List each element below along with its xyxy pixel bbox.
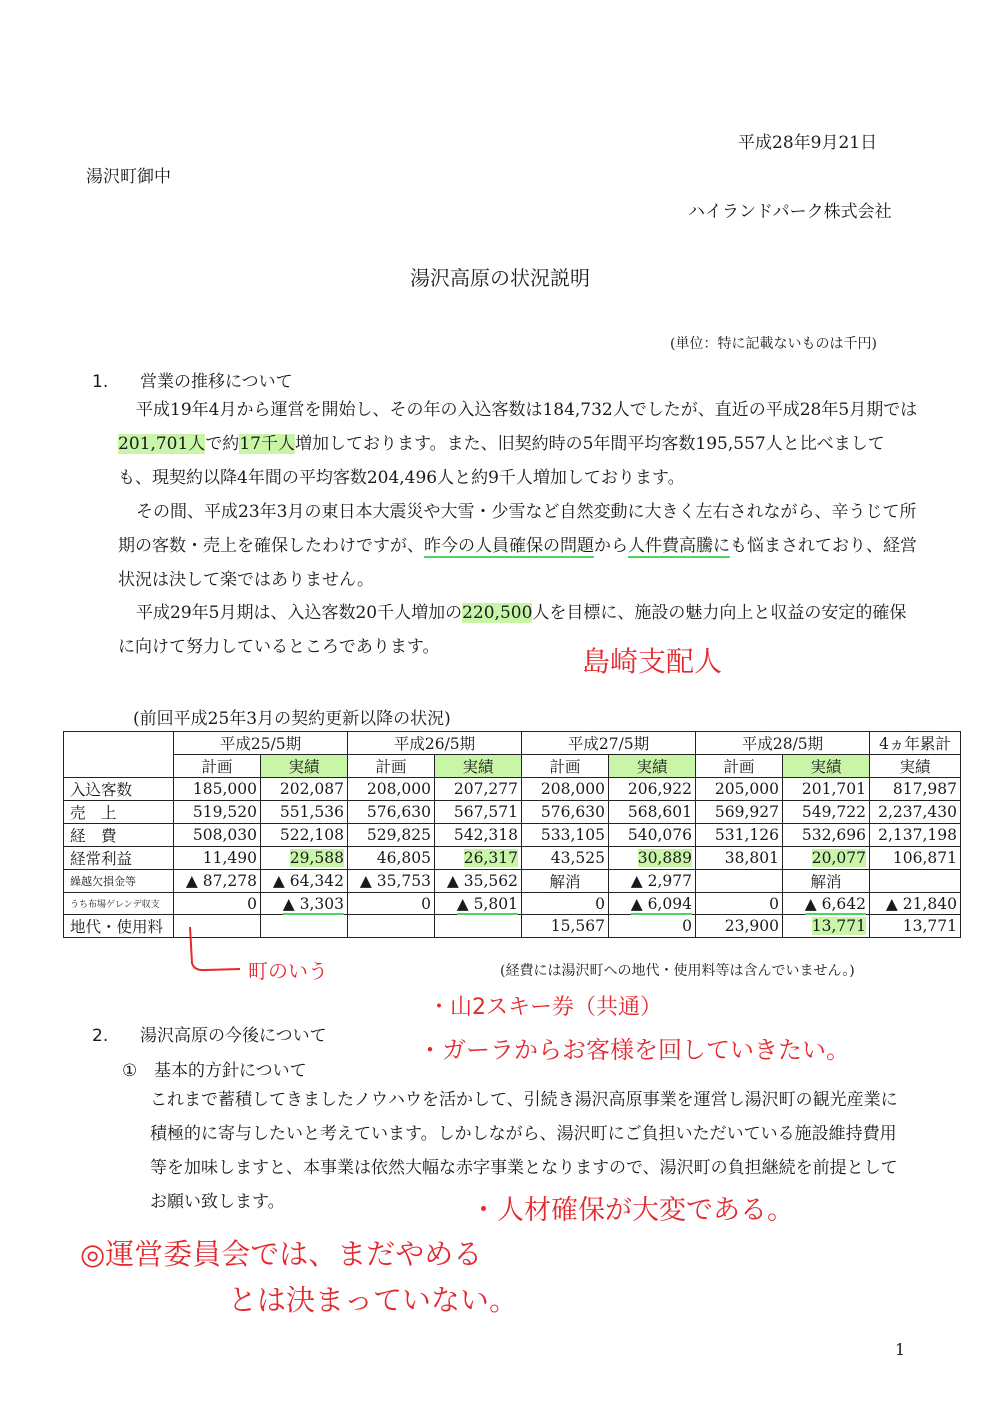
row-label: 地代・使用料 xyxy=(64,915,174,938)
table-cell: 2,137,198 xyxy=(870,824,961,847)
highlight: 220,500 xyxy=(462,603,533,623)
handwritten-note: ・ガーラからお客様を回していきたい。 xyxy=(418,1036,850,1064)
table-cell: 0 xyxy=(174,893,261,915)
table-cell: 29,588 xyxy=(261,847,348,870)
table-cell: 0 xyxy=(348,893,435,915)
table-cell: ▲ 6,642 xyxy=(783,893,870,915)
table-cell: ▲ 2,977 xyxy=(609,870,696,893)
table-cell: 576,630 xyxy=(348,801,435,824)
actual-header: 実績 xyxy=(435,755,522,778)
table-note: (経費には湯沢町への地代・使用料等は含んでいません。) xyxy=(500,963,855,979)
handwritten-note: ・人材確保が大変である。 xyxy=(470,1195,794,1226)
table-cell: 532,696 xyxy=(783,824,870,847)
table-cell: 529,825 xyxy=(348,824,435,847)
table-cell: 38,801 xyxy=(696,847,783,870)
period-header: 4ヵ年累計 xyxy=(870,732,961,755)
highlight: 17千人 xyxy=(239,434,295,454)
table-header-row xyxy=(64,732,961,755)
table-cell: 解消 xyxy=(783,870,870,893)
table-cell: 817,987 xyxy=(870,778,961,801)
period-header: 平成26/5期 xyxy=(348,732,522,755)
subsection-heading xyxy=(122,1056,307,1081)
actual-header: 実績 xyxy=(870,755,961,778)
table-cell: 540,076 xyxy=(609,824,696,847)
table-cell: 549,722 xyxy=(783,801,870,824)
table-cell: 206,922 xyxy=(609,778,696,801)
company-name: ハイランドパーク株式会社 xyxy=(688,202,892,222)
section-1-paragraph-1: 平成19年4月から運営を開始し、その年の入込客数は184,732人でしたが、直近の平成28年5月期では201,701人で約17千人増加しております。また、旧契約時の5年間平均客数195,557人と比べましても、現契約以降4年間の平均客数204,496人と約9千人増加しております。 xyxy=(118,400,918,488)
table-cell: 20,077 xyxy=(783,847,870,870)
table-cell: 551,536 xyxy=(261,801,348,824)
table-cell xyxy=(435,915,522,938)
plan-header: 計画 xyxy=(696,755,783,778)
table-cell: 0 xyxy=(696,893,783,915)
table-cell xyxy=(261,915,348,938)
table-cell: ▲ 6,094 xyxy=(609,893,696,915)
handwritten-note: とは決まっていない。 xyxy=(228,1283,519,1317)
table-cell: 解消 xyxy=(522,870,609,893)
table-cell: 46,805 xyxy=(348,847,435,870)
row-label: 経常利益 xyxy=(64,847,174,870)
table-row xyxy=(64,893,961,915)
plan-header: 計画 xyxy=(174,755,261,778)
table-cell: ▲ 21,840 xyxy=(870,893,961,915)
section-1-heading xyxy=(92,367,293,392)
table-corner xyxy=(64,732,174,778)
period-header: 平成28/5期 xyxy=(696,732,870,755)
table-cell: 568,601 xyxy=(609,801,696,824)
table-row xyxy=(64,847,961,870)
document-title: 湯沢高原の状況説明 xyxy=(410,266,590,290)
period-header: 平成25/5期 xyxy=(174,732,348,755)
plan-header: 計画 xyxy=(348,755,435,778)
table-cell: ▲ 5,801 xyxy=(435,893,522,915)
section-1-paragraph-3: 平成29年5月期は、入込客数20千人増加の220,500人を目標に、施設の魅力向上と収益の安定的確保に向けて努力しているところであります。 xyxy=(118,603,907,657)
row-label: 売 上 xyxy=(64,801,174,824)
table-cell: 43,525 xyxy=(522,847,609,870)
table-cell: ▲ 3,303 xyxy=(261,893,348,915)
handwritten-note: ◎運営委員会では、まだやめる xyxy=(80,1237,483,1271)
table-cell: 208,000 xyxy=(348,778,435,801)
section-1-paragraph-2: その間、平成23年3月の東日本大震災や大雪・少雪など自然変動に大きく左右されながら、辛うじて所期の客数・売上を確保したわけですが、昨今の人員確保の問題から人件費高騰にも悩まされており、経営状況は決して楽ではありません。 xyxy=(118,502,917,590)
table-cell: 522,108 xyxy=(261,824,348,847)
section-2-heading xyxy=(92,1021,327,1046)
table-cell: ▲ 64,342 xyxy=(261,870,348,893)
table-row xyxy=(64,778,961,801)
table-row xyxy=(64,824,961,847)
table-cell: 185,000 xyxy=(174,778,261,801)
table-cell: 519,520 xyxy=(174,801,261,824)
plan-header: 計画 xyxy=(522,755,609,778)
table-cell: 569,927 xyxy=(696,801,783,824)
highlight: 201,701人 xyxy=(118,434,206,454)
section-number: 1. xyxy=(92,372,109,392)
table-cell: 26,317 xyxy=(435,847,522,870)
table-cell: 106,871 xyxy=(870,847,961,870)
table-cell: 207,277 xyxy=(435,778,522,801)
table-cell: 13,771 xyxy=(870,915,961,938)
table-cell: ▲ 87,278 xyxy=(174,870,261,893)
subsection-title: 基本的方針について xyxy=(154,1061,307,1081)
financial-table xyxy=(63,731,961,938)
page-number: 1 xyxy=(895,1340,906,1359)
table-cell: ▲ 35,562 xyxy=(435,870,522,893)
unit-note: (単位：特に記載ないものは千円) xyxy=(670,336,877,352)
underline-mark: 人件費高騰に xyxy=(628,536,730,556)
actual-header: 実績 xyxy=(609,755,696,778)
table-row xyxy=(64,801,961,824)
table-cell: 208,000 xyxy=(522,778,609,801)
actual-header: 実績 xyxy=(261,755,348,778)
handwritten-note: ・山2スキー券（共通） xyxy=(428,995,662,1020)
table-cell: 576,630 xyxy=(522,801,609,824)
table-cell: 2,237,430 xyxy=(870,801,961,824)
table-caption: (前回平成25年3月の契約更新以降の状況) xyxy=(133,709,451,729)
section-title: 営業の推移について xyxy=(140,372,293,392)
addressee: 湯沢町御中 xyxy=(86,167,171,187)
table-cell: 542,318 xyxy=(435,824,522,847)
table-cell: 0 xyxy=(609,915,696,938)
table-cell xyxy=(348,915,435,938)
table-cell xyxy=(696,870,783,893)
row-label: うち布場ゲレンデ収支 xyxy=(64,893,174,915)
table-cell: 205,000 xyxy=(696,778,783,801)
period-header: 平成27/5期 xyxy=(522,732,696,755)
table-cell: 23,900 xyxy=(696,915,783,938)
table-cell: 202,087 xyxy=(261,778,348,801)
table-row xyxy=(64,870,961,893)
table-cell: ▲ 35,753 xyxy=(348,870,435,893)
table-subheader-row xyxy=(64,755,961,778)
actual-header: 実績 xyxy=(783,755,870,778)
underline-mark: 昨今の人員確保の問題 xyxy=(424,536,594,556)
document-date: 平成28年9月21日 xyxy=(738,133,878,153)
row-label: 繰越欠損金等 xyxy=(64,870,174,893)
table-cell: 11,490 xyxy=(174,847,261,870)
table-cell: 567,571 xyxy=(435,801,522,824)
table-cell: 0 xyxy=(522,893,609,915)
row-label: 経 費 xyxy=(64,824,174,847)
subsection-number: ① xyxy=(122,1061,138,1081)
handwritten-name: 島崎支配人 xyxy=(582,645,723,678)
section-title: 湯沢高原の今後について xyxy=(140,1026,327,1046)
table-cell: 533,105 xyxy=(522,824,609,847)
section-number: 2. xyxy=(92,1026,109,1046)
section-2-paragraph: これまで蓄積してきましたノウハウを活かして、引続き湯沢高原事業を運営し湯沢町の観光産業に積極的に寄与したいと考えています。しかしながら、湯沢町にご負担いただいている施設維持費用等を加味しますと、本事業は依然大幅な赤字事業となりますので、湯沢町の負担継続を前提としてお願い致します。 xyxy=(150,1090,898,1212)
handwritten-town-note: 町のいう xyxy=(248,959,328,983)
table-cell: 13,771 xyxy=(783,915,870,938)
table-cell: 508,030 xyxy=(174,824,261,847)
table-cell: 15,567 xyxy=(522,915,609,938)
table-cell xyxy=(870,870,961,893)
handwritten-bracket xyxy=(178,925,248,975)
row-label: 入込客数 xyxy=(64,778,174,801)
table-cell: 30,889 xyxy=(609,847,696,870)
table-cell: 531,126 xyxy=(696,824,783,847)
table-cell: 201,701 xyxy=(783,778,870,801)
